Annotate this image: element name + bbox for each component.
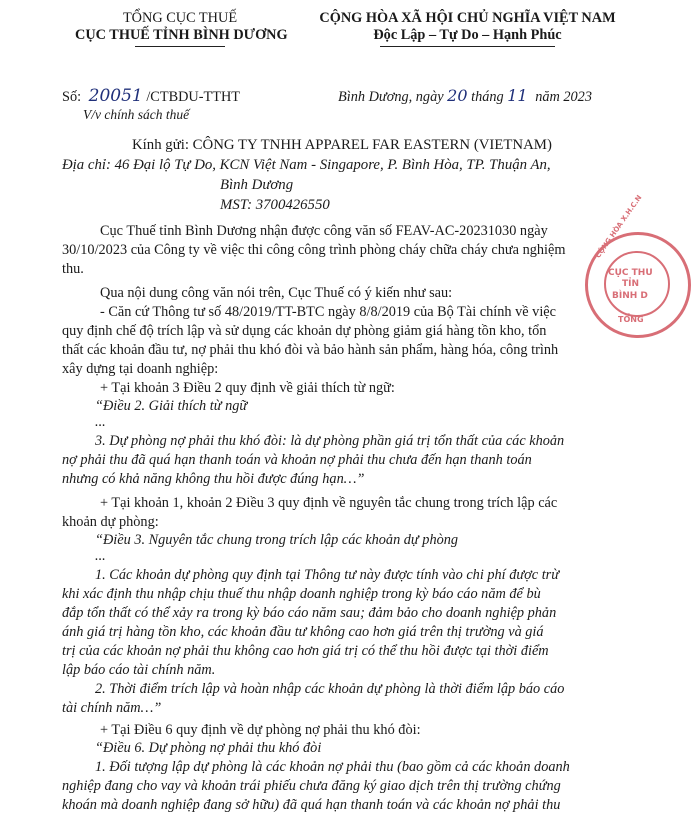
office-name: CỤC THUẾ TỈNH BÌNH DƯƠNG — [75, 27, 288, 43]
body-line: khoản dự phòng: — [62, 514, 159, 530]
quote-line: “Điều 3. Nguyên tắc chung trong trích lập các khoản dự phòng — [95, 532, 459, 548]
quote-line: 1. Đối tượng lập dự phòng là các khoản nợ phải thu (bao gồm cả các khoản doanh — [95, 759, 570, 775]
motto-underline — [380, 46, 555, 47]
quote-line: đắp tổn thất có thể xảy ra trong kỳ báo cáo năm sau; đảm bảo cho doanh nghiệp phản — [62, 605, 557, 621]
quote-line: 2. Thời điểm trích lập và hoàn nhập các khoản dự phòng là thời điểm lập báo cáo — [95, 681, 565, 697]
quote-line: trị của các khoản nợ phải thu không cao hơn giá trị có thể thu hồi được tại thời điểm — [62, 643, 549, 659]
quote-line: “Điều 6. Dự phòng nợ phải thu khó đòi — [95, 740, 322, 756]
stamp-center-2: TỈN — [622, 279, 640, 289]
date-day: 20 — [447, 86, 468, 105]
nation-title: CỘNG HÒA XÃ HỘI CHỦ NGHĨA VIỆT NAM — [319, 10, 616, 26]
quote-line: nhưng có khả năng không thu hồi được đúng hạn…” — [62, 471, 365, 487]
official-stamp — [585, 193, 691, 338]
document-number — [62, 86, 240, 106]
body-line: + Tại khoản 1, khoản 2 Điều 3 quy định về nguyên tắc chung trong trích lập các — [100, 495, 558, 511]
body-line: thu. — [62, 261, 84, 277]
stamp-center-3: BÌNH D — [612, 291, 648, 301]
quote-line: nợ phải thu đã quá hạn thanh toán và khoản nợ phải thu chưa đến hạn thanh toán — [62, 452, 532, 468]
body-line: Qua nội dung công văn nói trên, Cục Thuế có ý kiến như sau: — [100, 285, 453, 301]
quote-line: 1. Các khoản dự phòng quy định tại Thông tư này được tính vào chi phí được trừ — [95, 567, 560, 583]
date-line — [338, 86, 592, 106]
recipient-tax-code: MST: 3700426550 — [220, 197, 330, 213]
agency-name: TỔNG CỤC THUẾ — [122, 10, 238, 26]
quote-line: khi xác định thu nhập chịu thuế thu nhập doanh nghiệp trong kỳ báo cáo năm để bù — [62, 586, 541, 602]
date-month-label: tháng — [471, 89, 504, 105]
quote-line: ... — [95, 548, 106, 564]
date-year: năm 2023 — [535, 89, 592, 105]
subject-line: V/v chính sách thuế — [83, 107, 190, 122]
number-label: Số: — [62, 89, 82, 105]
body-line: quy định chế độ trích lập và sử dụng các khoản dự phòng giảm giá hàng tồn kho, tổn — [62, 323, 547, 339]
body-line: thất các khoản đầu tư, nợ phải thu khó đòi và bảo hành sản phẩm, hàng hóa, công trình — [62, 342, 559, 358]
body-line: xây dựng tại doanh nghiệp: — [62, 361, 219, 377]
body-line: + Tại khoản 3 Điều 2 quy định về giải thích từ ngữ: — [100, 380, 395, 396]
office-underline — [135, 46, 225, 47]
quote-line: khoán mà doanh nghiệp đang sở hữu) đã quá hạn thanh toán và các khoản nợ phải thu — [62, 797, 561, 813]
quote-line: 3. Dự phòng nợ phải thu khó đòi: là dự phòng phần giá trị tổn thất của các khoản — [95, 433, 565, 449]
date-month: 11 — [507, 86, 528, 105]
quote-line: tài chính năm…” — [62, 700, 162, 716]
quote-line: ánh giá trị hàng tồn kho, các khoản đầu tư không cao hơn giá trên thị trường và giá — [62, 624, 544, 640]
quote-line: nghiệp đang cho vay và khoản trái phiếu chưa đăng ký giao dịch trên thị trường chứng — [62, 778, 561, 794]
quote-line: ... — [95, 414, 106, 430]
stamp-ring-text: CỘNG HÒA X.H.C.N — [594, 193, 644, 260]
recipient-address-2: Bình Dương — [220, 177, 294, 193]
quote-line: “Điều 2. Giải thích từ ngữ — [95, 398, 248, 414]
recipient: Kính gửi: CÔNG TY TNHH APPAREL FAR EASTERN (VIETNAM) — [132, 137, 552, 153]
date-place: Bình Dương, ngày — [338, 89, 444, 105]
body-line: 30/10/2023 của Công ty về việc thi công công trình phòng cháy chữa cháy chưa nghiệm — [62, 242, 566, 258]
nation-motto: Độc Lập – Tự Do – Hạnh Phúc — [373, 27, 562, 43]
number-suffix: /CTBDU-TTHT — [146, 89, 241, 105]
stamp-center-1: CỤC THU — [608, 268, 653, 278]
body-line: Cục Thuế tỉnh Bình Dương nhận được công văn số FEAV-AC-20231030 ngày — [100, 223, 548, 239]
body-line: + Tại Điều 6 quy định về dự phòng nợ phải thu khó đòi: — [100, 722, 421, 738]
quote-line: lập báo cáo tài chính năm. — [62, 662, 216, 678]
stamp-bottom-text: TỔNG — [618, 315, 644, 324]
recipient-address-1: Địa chỉ: 46 Đại lộ Tự Do, KCN Việt Nam - Singapore, P. Bình Hòa, TP. Thuận An, — [62, 157, 551, 173]
number-handwritten: 20051 — [88, 86, 143, 106]
body-line: - Căn cứ Thông tư số 48/2019/TT-BTC ngày 8/8/2019 của Bộ Tài chính về việc — [100, 304, 556, 320]
